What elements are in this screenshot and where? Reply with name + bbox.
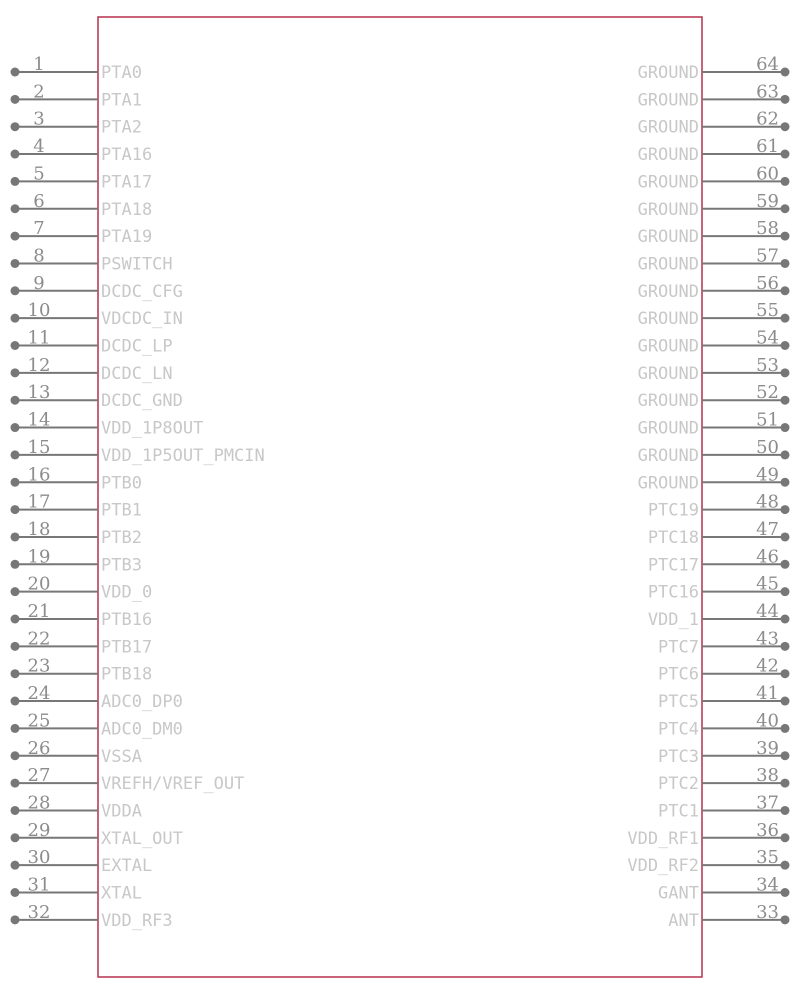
right-pin-column (627, 54, 789, 931)
pin-end-dot (11, 560, 20, 569)
pin-53 (638, 355, 790, 384)
pin-number: 21 (27, 601, 51, 622)
pin-54 (638, 328, 790, 357)
pin-end-dot (781, 314, 790, 323)
pin-number: 5 (33, 163, 45, 185)
pin-18 (11, 519, 142, 548)
pin-end-dot (11, 861, 20, 870)
pin-name: GROUND (637, 145, 699, 166)
pin-4 (11, 136, 153, 165)
pin-number: 33 (756, 901, 779, 923)
pin-end-dot (11, 779, 20, 788)
pin-32 (11, 902, 173, 931)
pin-number: 29 (27, 819, 51, 841)
pin-number: 58 (756, 218, 779, 240)
pin-17 (11, 492, 142, 521)
pin-40 (658, 710, 789, 739)
pin-end-dot (781, 669, 790, 678)
pin-end-dot (11, 505, 20, 514)
pin-end-dot (781, 806, 790, 815)
pin-name: VSSA (101, 746, 142, 767)
pin-number: 15 (27, 436, 51, 458)
pin-end-dot (11, 478, 20, 487)
pin-number: 11 (27, 327, 51, 349)
pin-end-dot (11, 833, 20, 842)
pin-end-dot (11, 450, 20, 459)
pin-name: DCDC_LP (101, 336, 173, 357)
pin-end-dot (781, 888, 790, 897)
pin-end-dot (781, 341, 790, 350)
pin-number: 53 (756, 354, 779, 376)
pin-end-dot (781, 642, 790, 651)
pin-number: 61 (756, 136, 779, 158)
pin-name: VDD_RF3 (101, 910, 173, 931)
pin-number: 23 (27, 655, 51, 677)
pin-end-dot (781, 259, 790, 268)
pin-number: 55 (756, 300, 779, 322)
pin-end-dot (781, 368, 790, 377)
pin-end-dot (781, 68, 790, 77)
pin-name: PTA2 (101, 117, 142, 138)
pin-name: GROUND (637, 63, 699, 83)
pin-35 (627, 847, 789, 876)
pin-name: VDD_RF1 (627, 828, 699, 849)
pin-number: 41 (756, 683, 779, 705)
pin-30 (11, 847, 153, 876)
pin-number: 48 (756, 491, 779, 513)
pin-45 (648, 574, 790, 603)
pin-number: 13 (27, 382, 51, 404)
pin-name: GROUND (637, 254, 699, 275)
pin-end-dot (11, 68, 20, 77)
pin-end-dot (781, 532, 790, 541)
pin-end-dot (11, 642, 20, 651)
pin-5 (11, 163, 153, 192)
pin-number: 24 (27, 683, 51, 705)
pin-name: PTC2 (658, 774, 699, 795)
pin-name: GROUND (637, 117, 699, 138)
pin-58 (638, 218, 790, 247)
pin-name: GROUND (637, 199, 699, 220)
component-body (98, 17, 702, 977)
pin-number: 36 (756, 819, 779, 841)
pin-number: 32 (27, 901, 51, 923)
pin-2 (11, 81, 142, 110)
pin-name: GROUND (637, 391, 699, 412)
pin-20 (11, 574, 153, 603)
pin-name: PTA16 (101, 145, 153, 166)
pin-16 (11, 464, 142, 493)
pin-49 (638, 464, 790, 493)
pin-number: 26 (27, 737, 51, 759)
pin-end-dot (781, 915, 790, 924)
pin-name: GROUND (637, 309, 699, 330)
pin-name: PTB3 (101, 555, 142, 576)
pin-number: 42 (756, 655, 779, 677)
pin-end-dot (11, 177, 20, 186)
pin-number: 62 (756, 108, 779, 130)
pin-8 (11, 245, 173, 274)
pin-name: GROUND (637, 281, 699, 302)
pin-62 (638, 109, 790, 138)
pin-number: 37 (756, 792, 779, 814)
pin-number: 27 (27, 765, 51, 787)
pin-number: 19 (27, 546, 51, 568)
pin-end-dot (781, 95, 790, 104)
pin-3 (11, 109, 142, 138)
pin-name: VDD_0 (101, 582, 153, 603)
pin-9 (11, 273, 183, 302)
pin-52 (638, 382, 790, 411)
pin-name: PTA1 (101, 90, 142, 111)
pin-end-dot (781, 150, 790, 159)
pin-name: PTC6 (658, 664, 699, 685)
pin-63 (638, 81, 790, 110)
pin-51 (638, 410, 790, 439)
pin-number: 30 (27, 847, 51, 869)
pin-end-dot (11, 915, 20, 924)
pin-number: 44 (756, 601, 779, 622)
pin-number: 3 (33, 108, 45, 130)
pin-number: 6 (33, 190, 45, 212)
pin-end-dot (11, 532, 20, 541)
pin-name: VDD_1 (647, 610, 699, 630)
pin-number: 10 (27, 300, 51, 322)
pin-6 (11, 191, 153, 220)
pin-number: 35 (756, 847, 779, 869)
pin-name: PTA17 (101, 172, 153, 193)
pin-name: GROUND (637, 418, 699, 439)
pin-22 (11, 628, 153, 657)
pin-28 (11, 792, 142, 821)
pin-38 (658, 765, 789, 794)
pin-name: PTC16 (647, 582, 699, 603)
pin-name: ANT (668, 910, 699, 931)
pin-11 (11, 328, 173, 357)
pin-number: 50 (756, 436, 779, 458)
pin-end-dot (781, 697, 790, 706)
pin-end-dot (781, 751, 790, 760)
pin-39 (658, 738, 789, 767)
pin-name: PTC3 (658, 746, 699, 767)
pin-33 (668, 902, 789, 931)
pin-name: PTB17 (101, 637, 153, 658)
pin-number: 38 (756, 765, 779, 787)
pin-21 (11, 601, 153, 630)
pin-end-dot (781, 724, 790, 733)
pin-29 (11, 820, 183, 849)
pin-end-dot (781, 833, 790, 842)
pin-name: PTA19 (101, 227, 153, 248)
pin-number: 17 (27, 491, 51, 513)
pin-64 (638, 54, 790, 83)
pin-end-dot (781, 587, 790, 596)
pin-end-dot (11, 751, 20, 760)
pin-name: PTB1 (101, 500, 142, 521)
pin-name: VDDA (101, 801, 142, 822)
pin-number: 1 (33, 54, 45, 75)
pin-13 (11, 382, 183, 411)
pin-48 (648, 492, 790, 521)
pin-number: 25 (27, 710, 51, 732)
pin-57 (638, 245, 790, 274)
pin-60 (638, 163, 790, 192)
pin-end-dot (11, 697, 20, 706)
pin-end-dot (11, 806, 20, 815)
pin-number: 52 (756, 382, 779, 404)
pin-name: GROUND (637, 336, 699, 357)
pin-end-dot (781, 423, 790, 432)
pin-name: PTB18 (101, 664, 153, 685)
pin-end-dot (11, 724, 20, 733)
pin-end-dot (11, 615, 20, 624)
pin-name: XTAL (101, 883, 142, 904)
pin-number: 31 (27, 874, 51, 896)
pin-name: PSWITCH (101, 254, 173, 275)
pin-41 (658, 683, 789, 712)
pin-42 (658, 656, 789, 685)
pin-number: 4 (33, 136, 45, 158)
pin-12 (11, 355, 173, 384)
pin-number: 18 (27, 518, 51, 540)
pin-37 (658, 792, 789, 821)
pin-31 (11, 875, 142, 904)
pin-name: PTA0 (101, 63, 142, 83)
pin-number: 64 (756, 54, 779, 75)
pin-end-dot (11, 396, 20, 405)
pin-end-dot (11, 122, 20, 131)
pin-name: GROUND (637, 363, 699, 384)
pin-name: VDD_1P8OUT (101, 418, 204, 439)
pin-27 (11, 765, 245, 794)
pin-name: ADC0_DP0 (101, 692, 183, 713)
pin-end-dot (11, 423, 20, 432)
pin-end-dot (781, 286, 790, 295)
pin-number: 14 (27, 409, 51, 431)
pin-50 (638, 437, 790, 466)
pin-end-dot (781, 478, 790, 487)
pin-7 (11, 218, 153, 247)
pin-34 (658, 875, 789, 904)
pin-name: ADC0_DM0 (101, 719, 183, 740)
pin-end-dot (11, 286, 20, 295)
pin-end-dot (11, 368, 20, 377)
pin-number: 57 (756, 245, 779, 267)
pin-number: 63 (756, 81, 779, 103)
pin-number: 40 (756, 710, 779, 732)
pin-number: 20 (27, 573, 51, 595)
pin-19 (11, 546, 142, 575)
pin-number: 51 (756, 409, 779, 431)
pin-number: 43 (756, 628, 779, 650)
pin-23 (11, 656, 153, 685)
pin-end-dot (11, 888, 20, 897)
pin-number: 59 (756, 190, 779, 212)
pin-name: GROUND (637, 227, 699, 248)
pin-number: 7 (33, 218, 45, 240)
pin-number: 34 (756, 874, 779, 896)
pin-61 (638, 136, 790, 165)
pin-25 (11, 710, 183, 739)
pin-name: PTB16 (101, 610, 153, 630)
pin-name: GANT (658, 883, 699, 904)
pin-59 (638, 191, 790, 220)
pin-name: GROUND (637, 172, 699, 193)
pin-name: DCDC_CFG (101, 281, 183, 302)
pin-end-dot (11, 232, 20, 241)
pin-end-dot (781, 560, 790, 569)
pin-name: VDD_1P5OUT_PMCIN (101, 445, 265, 466)
pin-26 (11, 738, 142, 767)
pin-end-dot (11, 204, 20, 213)
pin-name: PTC1 (658, 801, 699, 822)
pin-number: 60 (756, 163, 779, 185)
left-pin-column (11, 54, 265, 931)
pin-end-dot (781, 450, 790, 459)
pin-56 (638, 273, 790, 302)
pin-name: GROUND (637, 445, 699, 466)
pin-1 (11, 54, 142, 83)
pin-end-dot (11, 259, 20, 268)
pin-number: 28 (27, 792, 51, 814)
pin-end-dot (11, 341, 20, 350)
pin-name: DCDC_GND (101, 391, 183, 412)
pin-55 (638, 300, 790, 329)
pin-end-dot (11, 587, 20, 596)
pin-47 (648, 519, 790, 548)
pin-number: 47 (756, 518, 779, 540)
pin-name: GROUND (637, 473, 699, 494)
pin-number: 45 (756, 573, 779, 595)
pin-number: 22 (27, 628, 51, 650)
pin-number: 2 (33, 81, 45, 103)
pin-43 (658, 628, 789, 657)
pin-name: DCDC_LN (101, 363, 173, 384)
pin-46 (648, 546, 790, 575)
pin-end-dot (781, 505, 790, 514)
pin-name: PTC7 (658, 637, 699, 658)
pin-end-dot (781, 177, 790, 186)
pin-name: XTAL_OUT (101, 828, 183, 849)
pin-name: PTA18 (101, 199, 153, 220)
pin-number: 39 (756, 737, 779, 759)
pin-name: VDCDC_IN (101, 309, 183, 330)
pin-name: EXTAL (101, 856, 153, 877)
pin-24 (11, 683, 183, 712)
pin-end-dot (11, 669, 20, 678)
pin-number: 56 (756, 272, 779, 294)
pin-name: PTC4 (658, 719, 699, 740)
pin-end-dot (781, 232, 790, 241)
pin-number: 54 (756, 327, 779, 349)
pin-end-dot (781, 122, 790, 131)
pin-end-dot (781, 779, 790, 788)
pin-end-dot (781, 615, 790, 624)
pin-number: 49 (756, 464, 779, 486)
pin-name: PTC17 (647, 555, 699, 576)
pin-15 (11, 437, 265, 466)
pin-36 (627, 820, 789, 849)
pin-end-dot (11, 150, 20, 159)
pin-name: PTB0 (101, 473, 142, 494)
pin-10 (11, 300, 183, 329)
pin-name: PTC5 (658, 692, 699, 713)
pin-14 (11, 410, 204, 439)
pin-name: PTB2 (101, 527, 142, 548)
pin-number: 9 (33, 272, 45, 294)
pin-44 (648, 601, 790, 630)
pin-end-dot (11, 314, 20, 323)
pin-number: 46 (756, 546, 779, 568)
pin-end-dot (781, 861, 790, 870)
pin-end-dot (11, 95, 20, 104)
pin-name: PTC18 (647, 527, 699, 548)
pin-number: 12 (27, 354, 51, 376)
pin-name: VDD_RF2 (627, 856, 699, 877)
pin-name: VREFH/VREF_OUT (101, 774, 245, 795)
pin-end-dot (781, 396, 790, 405)
pin-number: 8 (33, 245, 45, 267)
pin-end-dot (781, 204, 790, 213)
pin-number: 16 (27, 464, 51, 486)
pin-name: PTC19 (647, 500, 699, 521)
pin-name: GROUND (637, 90, 699, 111)
